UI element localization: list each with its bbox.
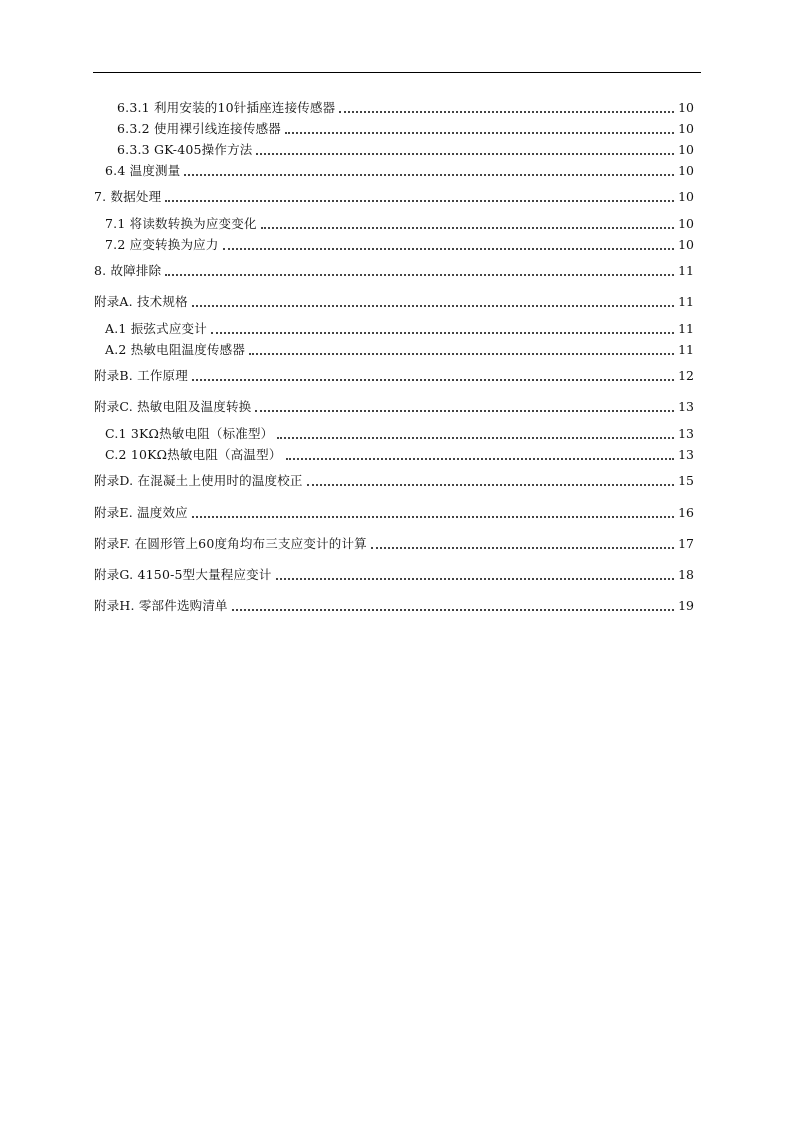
toc-entry-page: 11 [678, 321, 694, 336]
toc-entry-title: 附录A. 技术规格 [94, 294, 188, 309]
toc-dot-leader [249, 353, 674, 355]
toc-entry[interactable] [105, 235, 694, 253]
toc-entry-title: C.1 3KΩ热敏电阻（标准型） [105, 426, 274, 441]
toc-entry[interactable] [94, 397, 694, 415]
toc-dot-leader [261, 227, 674, 229]
toc-dot-leader [232, 609, 674, 611]
toc-entry-page: 11 [678, 263, 694, 278]
toc-entry-page: 10 [678, 189, 694, 204]
toc-entry-title: 附录D. 在混凝土上使用时的温度校正 [94, 473, 303, 488]
toc-entry[interactable] [94, 534, 694, 552]
toc-entry[interactable] [105, 424, 694, 442]
toc-dot-leader [211, 332, 674, 334]
toc-entry[interactable] [94, 596, 694, 614]
toc-dot-leader [165, 274, 674, 276]
toc-dot-leader [223, 248, 674, 250]
toc-entry[interactable] [94, 503, 694, 521]
toc-entry[interactable] [94, 292, 694, 310]
toc-entry-page: 11 [678, 294, 694, 309]
toc-entry[interactable] [94, 366, 694, 384]
toc-dot-leader [371, 547, 674, 549]
toc-entry[interactable] [94, 187, 694, 205]
toc-dot-leader [165, 200, 674, 202]
toc-entry-page: 15 [678, 473, 694, 488]
toc-entry[interactable] [105, 319, 694, 337]
toc-entry-title: 8. 故障排除 [94, 263, 162, 278]
toc-entry-page: 13 [678, 426, 694, 441]
toc-entry-title: 6.3.1 利用安装的10针插座连接传感器 [117, 100, 336, 115]
toc-entry-page: 11 [678, 342, 694, 357]
toc-entry-page: 12 [678, 368, 694, 383]
toc-dot-leader [286, 458, 674, 460]
toc-dot-leader [307, 484, 674, 486]
toc-entry-title: 6.3.2 使用裸引线连接传感器 [117, 121, 281, 136]
toc-entry-page: 10 [678, 163, 694, 178]
toc-entry-title: 6.4 温度测量 [105, 163, 181, 178]
toc-dot-leader [277, 437, 674, 439]
toc-entry-title: A.1 振弦式应变计 [105, 321, 207, 336]
toc-entry[interactable] [105, 214, 694, 232]
toc-entry-page: 10 [678, 216, 694, 231]
toc-entry[interactable] [105, 445, 694, 463]
toc-entry-page: 18 [678, 567, 694, 582]
toc-entry-page: 16 [678, 505, 694, 520]
toc-entry-title: 附录H. 零部件选购清单 [94, 598, 228, 613]
toc-entry-title: 附录C. 热敏电阻及温度转换 [94, 399, 252, 414]
toc-entry[interactable] [105, 340, 694, 358]
toc-entry[interactable] [94, 471, 694, 489]
toc-entry[interactable] [94, 261, 694, 279]
toc-entry[interactable] [105, 161, 694, 179]
toc-entry[interactable] [94, 565, 694, 583]
toc-entry-title: A.2 热敏电阻温度传感器 [105, 342, 246, 357]
toc-dot-leader [339, 111, 674, 113]
toc-entry-page: 10 [678, 237, 694, 252]
toc-entry-title: 7.2 应变转换为应力 [105, 237, 219, 252]
toc-entry-title: C.2 10KΩ热敏电阻（高温型） [105, 447, 282, 462]
toc-entry[interactable] [117, 98, 694, 116]
toc-entry-page: 13 [678, 447, 694, 462]
toc-entry[interactable] [117, 140, 694, 158]
toc-entry-title: 附录G. 4150-5型大量程应变计 [94, 567, 272, 582]
toc-entry-title: 附录B. 工作原理 [94, 368, 188, 383]
toc-dot-leader [255, 410, 674, 412]
toc-dot-leader [192, 305, 674, 307]
toc-entry-page: 10 [678, 121, 694, 136]
toc-entry-title: 6.3.3 GK-405操作方法 [117, 142, 253, 157]
toc-entry-title: 附录F. 在圆形管上60度角均布三支应变计的计算 [94, 536, 367, 551]
toc-dot-leader [192, 516, 674, 518]
toc-dot-leader [276, 578, 674, 580]
toc-dot-leader [285, 132, 674, 134]
toc-entry-page: 17 [678, 536, 694, 551]
toc-entry-title: 7.1 将读数转换为应变变化 [105, 216, 257, 231]
toc-dot-leader [256, 153, 674, 155]
toc-dot-leader [192, 379, 674, 381]
toc-dot-leader [184, 174, 674, 176]
toc-entry-title: 7. 数据处理 [94, 189, 162, 204]
toc-entry-page: 13 [678, 399, 694, 414]
toc-entry[interactable] [117, 119, 694, 137]
toc-entry-title: 附录E. 温度效应 [94, 505, 188, 520]
toc-entry-page: 19 [678, 598, 694, 613]
toc-entry-page: 10 [678, 100, 694, 115]
toc-entry-page: 10 [678, 142, 694, 157]
